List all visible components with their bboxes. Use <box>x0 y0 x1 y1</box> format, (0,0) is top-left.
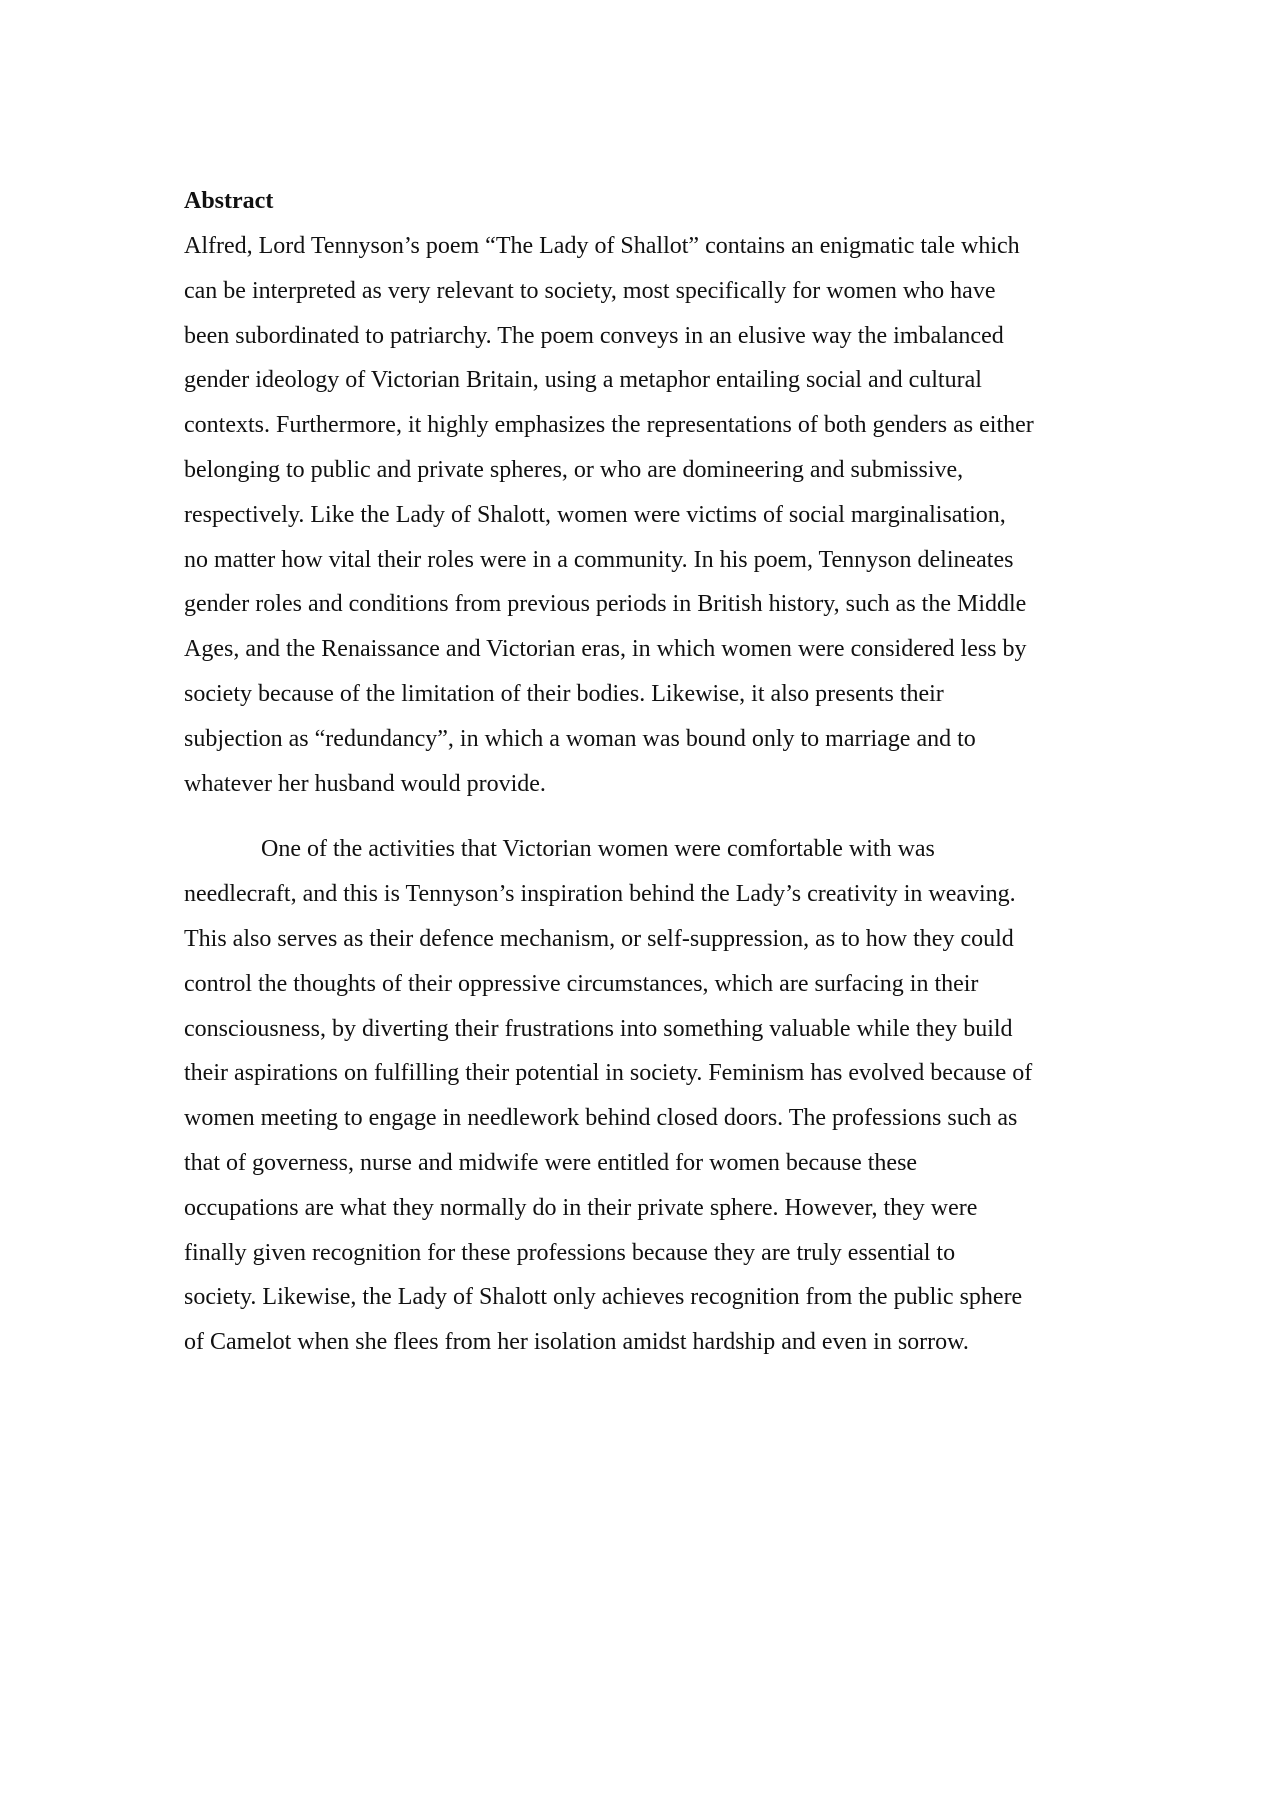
text-line: Ages, and the Renaissance and Victorian eras, in which women were considered less by <box>184 636 1027 663</box>
text-line: of Camelot when she flees from her isolation amidst hardship and even in sorrow. <box>184 1329 969 1356</box>
text-line: women meeting to engage in needlework behind closed doors. The professions such as <box>184 1105 1018 1132</box>
text-line: This also serves as their defence mechanism, or self-suppression, as to how they could <box>184 925 1014 952</box>
text-line: society. Likewise, the Lady of Shalott only achieves recognition from the public sphere <box>184 1284 1023 1311</box>
text-line: subjection as “redundancy”, in which a woman was bound only to marriage and to <box>184 725 976 752</box>
text-line: occupations are what they normally do in their private sphere. However, they were <box>184 1194 978 1221</box>
text-line: One of the activities that Victorian women were comfortable with was <box>261 836 935 863</box>
text-line: can be interpreted as very relevant to society, most specifically for women who have <box>184 277 996 304</box>
text-line: gender ideology of Victorian Britain, using a metaphor entailing social and cultural <box>184 367 982 394</box>
text-line: contexts. Furthermore, it highly emphasizes the representations of both genders as either <box>184 412 1034 439</box>
text-line: needlecraft, and this is Tennyson’s inspiration behind the Lady’s creativity in weaving. <box>184 881 1016 908</box>
text-line: belonging to public and private spheres, or who are domineering and submissive, <box>184 456 964 483</box>
text-line: been subordinated to patriarchy. The poem conveys in an elusive way the imbalanced <box>184 322 1004 349</box>
document-body <box>184 180 1114 1365</box>
text-line: respectively. Like the Lady of Shalott, women were victims of social marginalisation, <box>184 501 1006 528</box>
text-line: no matter how vital their roles were in a community. In his poem, Tennyson delineates <box>184 546 1014 573</box>
paragraph-1 <box>184 224 1114 806</box>
text-line: control the thoughts of their oppressive circumstances, which are surfacing in their <box>184 970 979 997</box>
text-line: finally given recognition for these professions because they are truly essential to <box>184 1239 956 1266</box>
section-heading: Abstract <box>184 188 274 214</box>
paragraph-2 <box>184 827 1114 1365</box>
text-line: Alfred, Lord Tennyson’s poem “The Lady of Shallot” contains an enigmatic tale which <box>184 233 1020 259</box>
text-line: their aspirations on fulfilling their potential in society. Feminism has evolved because of <box>184 1060 1033 1087</box>
text-line: society because of the limitation of their bodies. Likewise, it also presents their <box>184 680 944 707</box>
text-line: whatever her husband would provide. <box>184 770 546 797</box>
text-line: consciousness, by diverting their frustrations into something valuable while they build <box>184 1015 1013 1042</box>
text-line: that of governess, nurse and midwife were entitled for women because these <box>184 1149 918 1176</box>
text-line: gender roles and conditions from previous periods in British history, such as the Middle <box>184 591 1027 618</box>
